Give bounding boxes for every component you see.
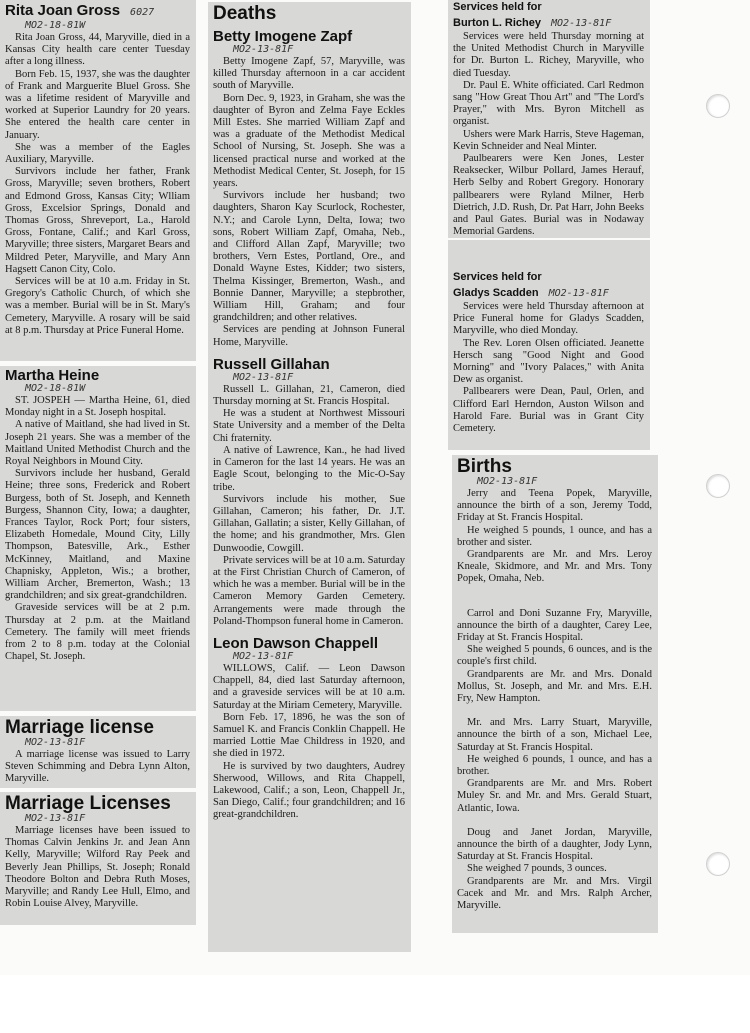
paragraph: Graveside services will be at 2 p.m. Thursday at 2 p.m. at the Maitland Cemetery. The family will meet friends from 2 to 8 p.m. today at the Colonial Chapel, St. Joseph. bbox=[5, 602, 190, 663]
paragraph: ST. JOSPEH — Martha Heine, 61, died Monday night in a St. Joseph hospital. bbox=[5, 395, 190, 419]
births-column bbox=[452, 455, 658, 933]
deaths-column bbox=[208, 2, 411, 952]
obituary-rita-gross bbox=[0, 0, 196, 361]
paragraph: Services are pending at Johnson Funeral Home, Maryville. bbox=[213, 324, 405, 348]
birth-jordan bbox=[457, 827, 652, 912]
paragraph: Doug and Janet Jordan, Maryville, announce the birth of a daughter, Jody Lynn, Saturday at St. Francis Hospital. bbox=[457, 826, 652, 863]
services-label: Services held for bbox=[453, 271, 542, 283]
section-title: Births bbox=[457, 456, 512, 477]
paragraph: She was a member of the Eagles Auxiliary, Maryville. bbox=[5, 141, 190, 166]
section-title: Marriage license bbox=[5, 717, 154, 738]
obituary-martha-heine bbox=[0, 366, 196, 711]
headline-row bbox=[453, 13, 644, 31]
paragraph: Marriage licenses have been issued to Thomas Calvin Jenkins Jr. and Jean Ann Kelly, Maryville; Wilford Ray Peek and Beverly Jean Phillips, St. Joseph; Ronald Theodore Bolton and Debra Ruth Moses, Maryville; and Randy Lee Hull, Elmo, and Robin Louise Alvey, Maryville. bbox=[5, 825, 190, 910]
date-stamp: MO2-13-81F bbox=[25, 813, 86, 824]
marriage-license bbox=[0, 716, 196, 788]
obituary-body bbox=[213, 56, 405, 349]
services-name: Burton L. Richey bbox=[453, 17, 542, 29]
paragraph: Pallbearers were Dean, Paul, Orlen, and Clifford Earl Herndon, Auston Wilson and Harold Fare. Burial was in Grant City Cemetery. bbox=[453, 386, 644, 435]
date-stamp: MO2-13-81F bbox=[548, 288, 609, 299]
paragraph: Survivors include his mother, Sue Gillahan, Cameron; his father, Dr. J.T. Gillahan, Gallatin; a sister, Kelly Gillahan, of the home; and his grandmother, Mrs. Glen Dunwoodie, Cowgill. bbox=[213, 493, 405, 554]
paragraph: Born Dec. 9, 1923, in Graham, she was the daughter of Byron and Zelma Faye Eckles Mill Estes. She married William Zapf and was a graduate of the Methodist Medical School of Nursing, St. Joseph. She was a licensed practical nurse and worked at the Methodist Medical Center, St. Joseph, for 15 years. bbox=[213, 92, 405, 190]
binder-hole-icon bbox=[706, 852, 730, 876]
paragraph: Born Feb. 15, 1937, she was the daughter of Frank and Marguerite Bluel Gross. She was a lifetime resident of Maryville and worked at Superior Laundry for 20 years. She entered the health care center in January. bbox=[5, 68, 190, 141]
paragraph: A native of Maitland, she had lived in St. Joseph 21 years. She was a member of the Maitland United Methodist Church and the Royal Neighbors in Mound City. bbox=[5, 419, 190, 468]
paragraph: Grandparents are Mr. and Mrs. Virgil Cacek and Mr. and Mrs. Ralph Archer, Maryville. bbox=[457, 875, 652, 912]
date-stamp: MO2-13-81F bbox=[25, 737, 86, 748]
license-body bbox=[5, 749, 190, 786]
binder-hole-icon bbox=[706, 474, 730, 498]
obituary-title: Martha Heine bbox=[5, 367, 100, 384]
obituary-title: Betty Imogene Zapf bbox=[213, 28, 353, 45]
paragraph: Mr. and Mrs. Larry Stuart, Maryville, announce the birth of a son, Michael Lee, Saturday at St. Francis Hospital. bbox=[457, 717, 652, 753]
services-body bbox=[453, 301, 644, 435]
services-label: Services held for bbox=[453, 1, 542, 13]
paragraph: Services were held Thursday morning at the United Methodist Church in Maryville for Dr. Burton L. Richey, Maryville, who died Tuesday. bbox=[453, 31, 644, 79]
services-name: Gladys Scadden bbox=[453, 287, 539, 299]
paragraph: Born Feb. 17, 1896, he was the son of Samuel K. and Francis Conklin Chappell. He married Lottie Mae Childress in 1920, and she died in 1972. bbox=[213, 711, 405, 760]
paragraph: Grandparents are Mr. and Mrs. Donald Mollus, St. Joseph, and Mr. and Mrs. E.H. Fry, New Hampton. bbox=[457, 668, 652, 705]
paragraph: Services were held Thursday afternoon at Price Funeral home for Gladys Scadden, Maryville, who died Monday. bbox=[453, 301, 644, 337]
obituary-title: Russell Gillahan bbox=[213, 355, 330, 373]
obituary-betty-zapf bbox=[213, 29, 405, 349]
services-gladys-scadden bbox=[448, 240, 650, 450]
paragraph: Grandparents are Mr. and Mrs. Leroy Kneale, Skidmore, and Mr. and Mrs. Tony Popek, Omaha, Neb. bbox=[457, 549, 652, 585]
licenses-body bbox=[5, 825, 190, 910]
marriage-licenses bbox=[0, 792, 196, 925]
paragraph: A native of Lawrence, Kan., he had lived in Cameron for the last 14 years. He was an Eagle Scout, belonging to the Mic-O-Say tribe. bbox=[213, 444, 405, 493]
date-stamp: MO2-18-81W bbox=[25, 383, 86, 394]
paragraph: A marriage license was issued to Larry Steven Schimming and Debra Lynn Alton, Maryville. bbox=[5, 749, 190, 785]
obituary-body bbox=[5, 32, 190, 337]
headline-row bbox=[453, 283, 644, 301]
birth-stuart bbox=[457, 717, 652, 815]
obituary-body bbox=[213, 663, 405, 822]
obituary-russell-gillahan bbox=[213, 357, 405, 628]
obituary-body bbox=[213, 384, 405, 628]
paragraph: He weighed 5 pounds, 1 ounce, and has a brother and sister. bbox=[457, 524, 652, 548]
paragraph: Dr. Paul E. White officiated. Carl Redmon sang "How Great Thou Art" and "The Lord's Prayer," with Mrs. Byron Mitchell as organist. bbox=[453, 79, 644, 128]
date-stamp: MO2-13-81F bbox=[551, 18, 612, 29]
date-stamp: MO2-13-81F bbox=[233, 650, 294, 662]
paragraph: Paulbearers were Ken Jones, Lester Reaksecker, Wilbur Pollard, James Herauf, Herb Selby and Robert Gregory. Honorary pallbearers were Ryland Milner, Herb Dietrich, J.D. Rush, Dr. Pat Harr, John Beeks and Paul Gates. Burial was in Nodaway Memorial Gardens. bbox=[453, 153, 644, 238]
paragraph: Ushers were Mark Harris, Steve Hageman, Kevin Schneider and Neal Minter. bbox=[453, 128, 644, 152]
date-stamp: MO2-18-81W bbox=[25, 20, 86, 31]
paragraph: Private services will be at 10 a.m. Saturday at the First Christian Church of Cameron, of which he was a member. Burial will be in the Cameron Memory Garden Cemetery. Arrangements were made through the Poland-Thompson funeral home in Cameron. bbox=[213, 554, 405, 627]
paragraph: Grandparents are Mr. and Mrs. Robert Muley Sr. and Mr. and Mrs. Gerald Stuart, Atlantic, Iowa. bbox=[457, 778, 652, 814]
paragraph: Survivors include her father, Frank Gross, Maryville; seven brothers, Robert and Edmond Gross, Kansas City; Wlliam Gross, Excelsior Springs, Donald and Thomas Gross, Shreveport, La., Harold Gross, Fontane, Calif.; and Karl Gross, Maryville; three sisters, Margaret Bears and Mildred Peter, Maryville, and Mary Ann Hagsett Canon City, Colo. bbox=[5, 166, 190, 275]
paragraph: The Rev. Loren Olsen officiated. Jeanette Hersch sang "Good Night and Good Morning" and "Ivory Palaces," with Anita Dew as organist. bbox=[453, 337, 644, 386]
paragraph: He weighed 6 pounds, 1 ounce, and has a brother. bbox=[457, 753, 652, 778]
paragraph: Services will be at 10 a.m. Friday in St. Gregory's Catholic Church, of which she was a member. Burial will be in St. Mary's Cemetery, Maryville. A rosary will be said at 8 p.m. Thursday at Price Funeral Home. bbox=[5, 276, 190, 336]
paragraph: Survivors include her husband, Gerald Heine; three sons, Frederick and Robert Burgess, both of St. Joseph, and Kenneth Burgess, Shannon City, Iowa; a daughter, Frances Taylor, Rock Port; four sisters, Elizabeth Homedale, Mound City, Lilly Thompson, Batesville, Ark., Esther McKinney, Maitland, and Maxine Chapnisky, Appleton, Wis.; a brother, William Archer, Bremerton, Wash.; 13 grandchildren; and six great-grandchildren. bbox=[5, 468, 190, 602]
paragraph: Jerry and Teena Popek, Maryville, announce the birth of a son, Jeremy Todd, Friday at St. Francis Hospital. bbox=[457, 488, 652, 524]
obituary-body bbox=[5, 395, 190, 663]
paragraph: Betty Imogene Zapf, 57, Maryville, was killed Thursday afternoon in a car accident south of Maryville. bbox=[213, 56, 405, 92]
obituary-leon-chappell bbox=[213, 636, 405, 822]
birth-fry bbox=[457, 608, 652, 706]
paragraph: He is survived by two daughters, Audrey Sherwood, Willows, and Rita Chappell, Lakewood, Calif.; a son, Leon, Chappell Jr., San Diego, Calif.; four grandchildren; and 16 great-grandchildren. bbox=[213, 760, 405, 821]
section-title: Marriage Licenses bbox=[5, 793, 171, 814]
binder-hole-icon bbox=[706, 94, 730, 118]
headline-row bbox=[5, 2, 190, 20]
obituary-title: Rita Joan Gross bbox=[5, 2, 121, 19]
section-title: Deaths bbox=[213, 3, 277, 24]
obituary-title: Leon Dawson Chappell bbox=[213, 634, 379, 652]
date-stamp: MO2-13-81F bbox=[233, 371, 294, 383]
services-burton-richey bbox=[448, 0, 650, 238]
paragraph: She weighed 5 pounds, 6 ounces, and is the couple's first child. bbox=[457, 644, 652, 668]
paragraph: Russell L. Gillahan, 21, Cameron, died Thursday morning at St. Francis Hospital. bbox=[213, 383, 405, 408]
paragraph: WILLOWS, Calif. — Leon Dawson Chappell, 84, died last Saturday afternoon, and a graveside services will be at 10 a.m. Saturday at the Miriam Cemetery, Maryville. bbox=[213, 662, 405, 711]
paragraph: He was a student at Northwest Missouri State University and a member of the Delta Chi fraternity. bbox=[213, 408, 405, 444]
services-body bbox=[453, 31, 644, 238]
birth-popek bbox=[457, 488, 652, 586]
date-stamp: MO2-13-81F bbox=[477, 476, 538, 487]
paragraph: Carrol and Doni Suzanne Fry, Maryville, announce the birth of a daughter, Carey Lee, Friday at St. Francis Hospital. bbox=[457, 607, 652, 644]
paragraph: Survivors include her husband; two daughters, Sharon Kay Scurlock, Rochester, N.Y.; and Carole Lynn, Delta, Iowa; two sons, Robert William Zapf, Omaha, Neb., and Clifford Allan Zapf, Maryville; two brothers, Vern Estes, Portland, Ore., and Donald Wayne Estes, Kidder; two sisters, Thelma Kissinger, Bremerton, Wash., and Bonnie Danner, Maryville; a stepbrother, William Hill, Graham; and four grandchildren; and other relatives. bbox=[213, 190, 405, 324]
paragraph: Rita Joan Gross, 44, Maryville, died in a Kansas City health care center Tuesday after a long illness. bbox=[5, 32, 190, 68]
handwritten-note: 6027 bbox=[130, 7, 155, 18]
paragraph: She weighed 7 pounds, 3 ounces. bbox=[467, 863, 607, 875]
date-stamp: MO2-13-81F bbox=[233, 44, 294, 55]
